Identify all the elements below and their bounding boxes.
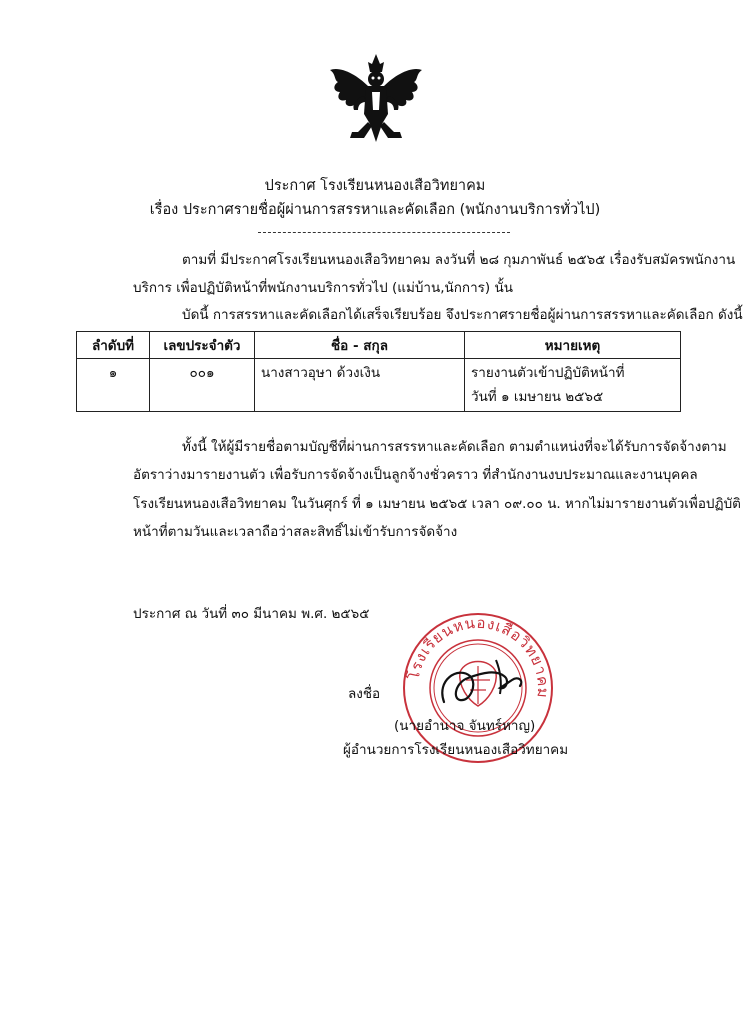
header-order: ลำดับที่ bbox=[77, 332, 150, 359]
page-title: ประกาศ โรงเรียนหนองเสือวิทยาคม bbox=[264, 178, 486, 194]
signature-label: ลงชื่อ bbox=[348, 686, 381, 702]
seal-text: โรงเรียนหนองเสือวิทยาคม bbox=[404, 613, 553, 700]
announcement-subject: เรื่อง ประกาศรายชื่อผู้ผ่านการสรรหาและคัดเลือก (พนักงานบริการทั่วไป) bbox=[149, 202, 601, 218]
instruction-line1: ทั้งนี้ ให้ผู้มีรายชื่อตามบัญชีที่ผ่านการสรรหาและคัดเลือก ตามตำแหน่งที่จะได้รับการจัดจ้างตาม bbox=[182, 439, 727, 455]
table-header-row bbox=[77, 332, 681, 359]
note-line2: วันที่ ๑ เมษายน ๒๕๖๕ bbox=[471, 389, 604, 405]
instruction-line4: หน้าที่ตามวันและเวลาถือว่าสละสิทธิ์ไม่เข้ารับการจัดจ้าง bbox=[133, 524, 458, 540]
note-line1: รายงานตัวเข้าปฏิบัติหน้าที่ bbox=[471, 365, 625, 381]
cell-name: นางสาวอุษา ด้วงเงิน bbox=[255, 359, 465, 412]
signer-name: (นายอำนาจ จันทร์หาญ) bbox=[394, 718, 536, 734]
intro-paragraph-line1: ตามที่ มีประกาศโรงเรียนหนองเสือวิทยาคม ลงวันที่ ๒๘ กุมภาพันธ์ ๒๕๖๕ เรื่องรับสมัครพนักงาน bbox=[182, 252, 736, 268]
instruction-line2: อัตราว่างมารายงานตัว เพื่อรับการจัดจ้างเป็นลูกจ้างชั่วคราว ที่สำนักงานงบประมาณและงานบุคคล bbox=[133, 467, 698, 483]
candidate-table bbox=[76, 331, 681, 412]
announcement-date: ประกาศ ณ วันที่ ๓๐ มีนาคม พ.ศ. ๒๕๖๕ bbox=[133, 606, 370, 622]
cell-id: ๐๐๑ bbox=[150, 359, 255, 412]
header-id: เลขประจำตัว bbox=[150, 332, 255, 359]
header-name: ชื่อ - สกุล bbox=[255, 332, 465, 359]
table-row bbox=[77, 359, 681, 412]
signer-title: ผู้อำนวยการโรงเรียนหนองเสือวิทยาคม bbox=[343, 742, 569, 758]
instruction-line3: โรงเรียนหนองเสือวิทยาคม ในวันศุกร์ ที่ ๑ เมษายน ๒๕๖๕ เวลา ๐๙.๐๐ น. หากไม่มารายงานตัวเพื่อปฏิบัติ bbox=[133, 496, 741, 512]
title-divider bbox=[258, 232, 510, 233]
result-paragraph: บัดนี้ การสรรหาและคัดเลือกได้เสร็จเรียบร้อย จึงประกาศรายชื่อผู้ผ่านการสรรหาและคัดเลือก ดังนี้ bbox=[182, 307, 743, 323]
header-note: หมายเหตุ bbox=[465, 332, 681, 359]
cell-note bbox=[465, 359, 681, 412]
intro-paragraph-line2: บริการ เพื่อปฏิบัติหน้าที่พนักงานบริการทั่วไป (แม่บ้าน,นักการ) นั้น bbox=[133, 280, 513, 296]
garuda-emblem bbox=[328, 52, 424, 144]
cell-order: ๑ bbox=[77, 359, 150, 412]
